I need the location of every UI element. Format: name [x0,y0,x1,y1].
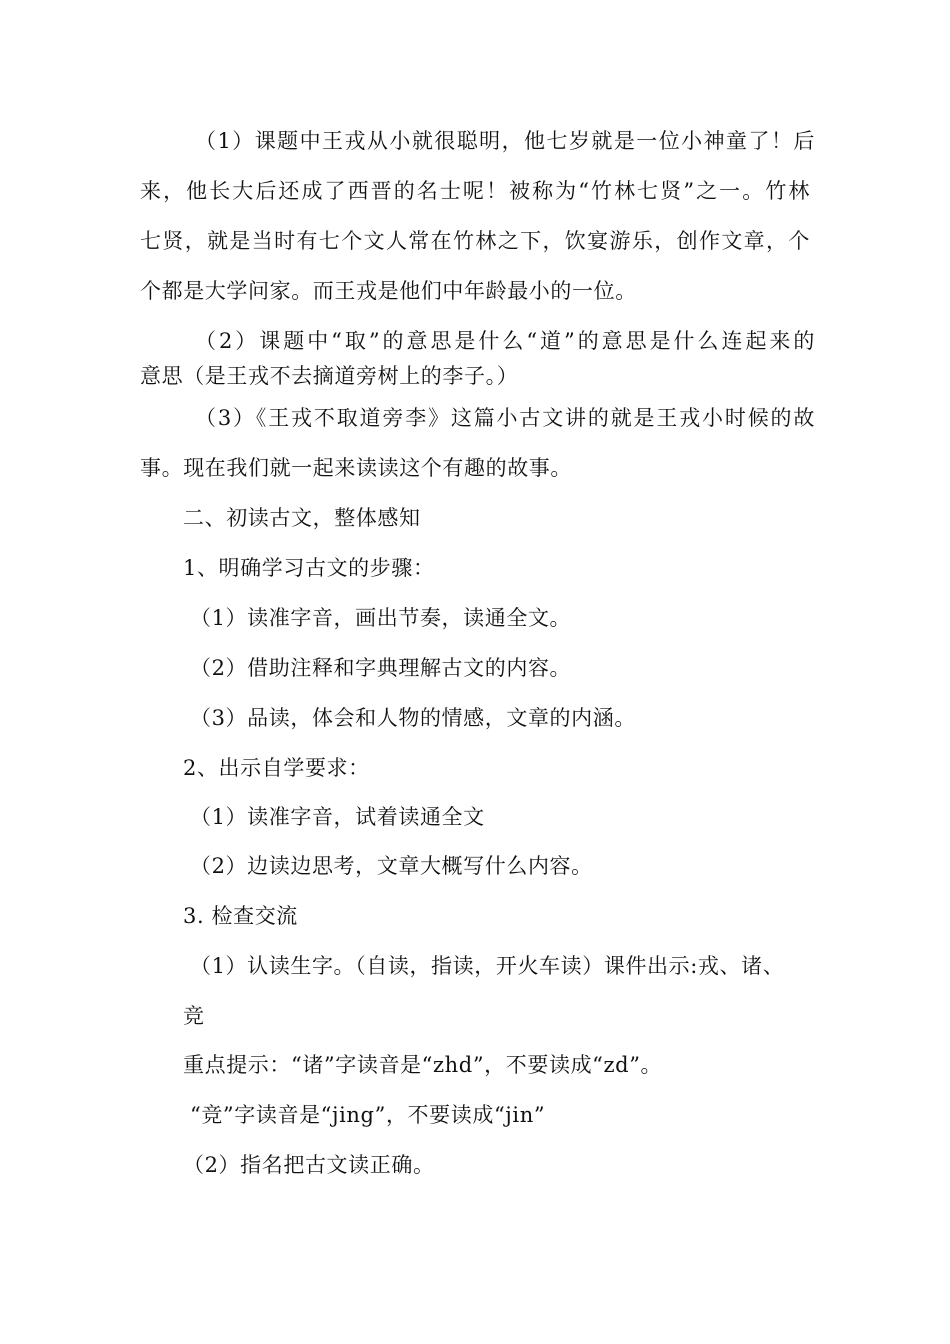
list-item: （2）边读边思考，文章大概写什么内容。 [190,854,593,878]
paragraph-line: 来，他长大后还成了西晋的名士呢！被称为“竹林七贤”之一。竹林 [140,179,810,203]
paragraph-line: （1）课题中王戎从小就很聪明，他七岁就是一位小神童了！后 [195,129,815,153]
list-item: （3）品读，体会和人物的情感，文章的内涵。 [190,706,636,730]
subsection-heading: 2、出示自学要求： [183,756,370,780]
paragraph-line: 七贤，就是当时有七个文人常在竹林之下，饮宴游乐，创作文章，个 [140,229,810,253]
subsection-heading: 1、明确学习古文的步骤： [183,556,435,580]
key-point-note: 重点提示：“诸”字读音是“zhd”，不要读成“zd”。 [183,1053,663,1077]
list-item: （2）借助注释和字典理解古文的内容。 [190,656,572,680]
list-item: （1）读准字音，试着读通全文 [190,805,485,829]
paragraph-line: （2）课题中“取”的意思是什么“道”的意思是什么连起来的 [195,329,815,353]
list-item: （1）读准字音，画出节奏，读通全文。 [190,606,572,630]
list-item-continuation: 竞 [183,1004,205,1028]
key-point-note: “竞”字读音是“jing”，不要读成“jin” [190,1103,546,1127]
subsection-heading: 3. 检查交流 [183,904,298,928]
paragraph-line: 事。现在我们就一起来读读这个有趣的故事。 [140,456,572,480]
list-item: （1）认读生字。（自读，指读，开火车读）课件出示:戎、诸、 [190,954,785,978]
paragraph-line: （3）《王戎不取道旁李》这篇小古文讲的就是王戎小时候的故 [195,406,815,430]
paragraph-line: 意思（是王戎不去摘道旁树上的李子。） [140,364,519,388]
paragraph-line: 个都是大学问家。而王戎是他们中年龄最小的一位。 [140,279,637,303]
list-item: （2）指名把古文读正确。 [183,1153,435,1177]
section-heading: 二、初读古文，整体感知 [183,506,421,530]
